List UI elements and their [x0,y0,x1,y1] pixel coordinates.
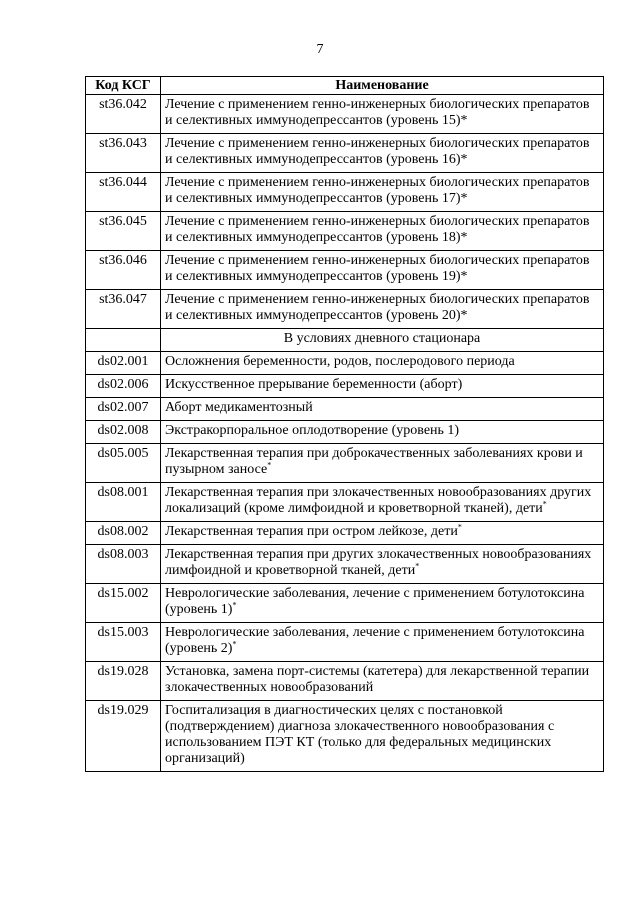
table-row [86,623,604,662]
row-name: Лекарственная терапия при других злокачественных новообразованиях лимфоидной и кроветворной тканей, дети [165,547,592,578]
table-row [86,173,604,212]
header-code: Код КСГ [86,77,161,95]
row-name-cell [161,701,604,772]
row-name: Лечение с применением генно-инженерных биологических препаратов и селективных иммунодепрессантов (уровень 18)* [161,212,604,251]
row-name-cell [161,375,604,398]
row-code: ds15.002 [86,584,161,623]
footnote-mark: * [542,499,547,509]
header-name: Наименование [161,77,604,95]
table-row [86,522,604,545]
row-code: st36.042 [86,95,161,134]
row-code: ds05.005 [86,444,161,483]
row-name-cell [161,421,604,444]
row-name: Госпитализация в диагностических целях с постановкой (подтверждением) диагноза злокачественного новообразования с использованием ПЭТ КТ (только для федеральных медицинских организаций) [165,703,555,766]
table-row [86,290,604,329]
footnote-mark: * [232,600,237,610]
page-number: 7 [316,42,324,57]
ksg-table [85,76,604,772]
row-name-cell [161,483,604,522]
table-row [86,251,604,290]
row-name: Лекарственная терапия при остром лейкозе, дети [165,524,458,539]
row-name-cell [161,623,604,662]
table-row [86,212,604,251]
table-row [86,545,604,584]
footnote-mark: * [457,522,462,532]
table-row [86,421,604,444]
row-code: ds02.001 [86,352,161,375]
row-name: Неврологические заболевания, лечение с применением ботулотоксина (уровень 2) [165,625,585,656]
row-code: ds02.006 [86,375,161,398]
table-row [86,701,604,772]
table-row [86,95,604,134]
footnote-mark: * [415,561,420,571]
row-code: ds08.002 [86,522,161,545]
row-code: ds19.028 [86,662,161,701]
row-code: ds15.003 [86,623,161,662]
row-name: Установка, замена порт-системы (катетера) для лекарственной терапии злокачественных новообразований [165,664,590,695]
row-code: st36.045 [86,212,161,251]
table-row [86,444,604,483]
row-name: Лекарственная терапия при злокачественных новообразованиях других локализаций (кроме лимфоидной и кроветворной тканей), дети [165,485,592,516]
row-code: ds19.029 [86,701,161,772]
table-row [86,398,604,421]
row-name: Лекарственная терапия при доброкачественных заболеваниях крови и пузырном заносе [165,446,583,477]
section-empty-cell [86,329,161,352]
row-code: ds02.007 [86,398,161,421]
row-code: ds08.003 [86,545,161,584]
row-name-cell [161,522,604,545]
table-row [86,584,604,623]
row-code: st36.043 [86,134,161,173]
row-name-cell [161,444,604,483]
row-code: ds02.008 [86,421,161,444]
row-name: Лечение с применением генно-инженерных биологических препаратов и селективных иммунодепрессантов (уровень 15)* [161,95,604,134]
table-row [86,483,604,522]
section-title: В условиях дневного стационара [161,329,604,352]
row-name-cell [161,545,604,584]
row-name: Аборт медикаментозный [165,400,313,415]
row-code: st36.044 [86,173,161,212]
row-name: Неврологические заболевания, лечение с применением ботулотоксина (уровень 1) [165,586,585,617]
row-name: Экстракорпоральное оплодотворение (уровень 1) [165,423,460,438]
row-name-cell [161,662,604,701]
row-name-cell [161,352,604,375]
table-row [86,662,604,701]
section-row [86,329,604,352]
row-name: Лечение с применением генно-инженерных биологических препаратов и селективных иммунодепрессантов (уровень 20)* [161,290,604,329]
footnote-mark: * [267,460,272,470]
footnote-mark: * [232,639,237,649]
row-name: Лечение с применением генно-инженерных биологических препаратов и селективных иммунодепрессантов (уровень 17)* [161,173,604,212]
table-row [86,134,604,173]
table-header-row [86,77,604,95]
row-name: Искусственное прерывание беременности (аборт) [165,377,463,392]
row-code: st36.046 [86,251,161,290]
row-name-cell [161,398,604,421]
row-name: Осложнения беременности, родов, послеродового периода [165,354,515,369]
row-code: ds08.001 [86,483,161,522]
row-name: Лечение с применением генно-инженерных биологических препаратов и селективных иммунодепрессантов (уровень 19)* [161,251,604,290]
row-name-cell [161,584,604,623]
table-row [86,352,604,375]
table-row [86,375,604,398]
row-name: Лечение с применением генно-инженерных биологических препаратов и селективных иммунодепрессантов (уровень 16)* [161,134,604,173]
row-code: st36.047 [86,290,161,329]
